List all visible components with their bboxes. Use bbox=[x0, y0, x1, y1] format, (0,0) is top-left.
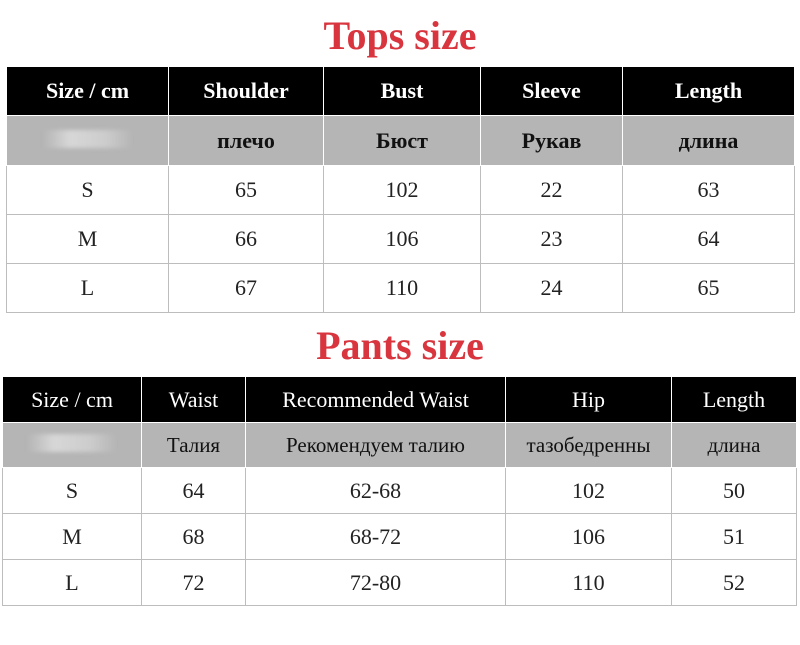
recommended-waist-cell: 62-68 bbox=[246, 468, 506, 514]
table-row bbox=[3, 468, 797, 514]
tops-header-shoulder: Shoulder bbox=[169, 67, 324, 116]
shoulder-cell: 65 bbox=[169, 166, 324, 215]
length-cell: 65 bbox=[623, 264, 795, 313]
tops-header-size: Size / cm bbox=[7, 67, 169, 116]
tops-ru-shoulder: плечо bbox=[169, 116, 324, 166]
hip-cell: 110 bbox=[506, 560, 672, 606]
hip-cell: 102 bbox=[506, 468, 672, 514]
size-cell: S bbox=[7, 166, 169, 215]
pants-header-length: Length bbox=[672, 377, 797, 423]
tops-ru-sleeve: Рукав bbox=[481, 116, 623, 166]
shoulder-cell: 67 bbox=[169, 264, 324, 313]
pants-ru-length: длина bbox=[672, 423, 797, 468]
pants-header-waist: Waist bbox=[142, 377, 246, 423]
waist-cell: 68 bbox=[142, 514, 246, 560]
table-row bbox=[7, 166, 795, 215]
pants-header-row bbox=[3, 377, 797, 423]
tops-header-sleeve: Sleeve bbox=[481, 67, 623, 116]
size-cell: M bbox=[7, 215, 169, 264]
length-cell: 51 bbox=[672, 514, 797, 560]
pants-size-table bbox=[2, 376, 797, 606]
sleeve-cell: 22 bbox=[481, 166, 623, 215]
tops-header-bust: Bust bbox=[324, 67, 481, 116]
pants-header-hip: Hip bbox=[506, 377, 672, 423]
pants-ru-recommended-waist: Рекомендуем талию bbox=[246, 423, 506, 468]
table-row bbox=[3, 560, 797, 606]
recommended-waist-cell: 68-72 bbox=[246, 514, 506, 560]
tops-ru-length: длина bbox=[623, 116, 795, 166]
sleeve-cell: 24 bbox=[481, 264, 623, 313]
waist-cell: 72 bbox=[142, 560, 246, 606]
table-row bbox=[7, 215, 795, 264]
waist-cell: 64 bbox=[142, 468, 246, 514]
length-cell: 64 bbox=[623, 215, 795, 264]
table-row bbox=[7, 264, 795, 313]
hip-cell: 106 bbox=[506, 514, 672, 560]
length-cell: 63 bbox=[623, 166, 795, 215]
tops-russian-header-row bbox=[7, 116, 795, 166]
pants-header-recommended-waist: Recommended Waist bbox=[246, 377, 506, 423]
pants-ru-blurred-cell bbox=[3, 423, 142, 468]
tops-size-title: Tops size bbox=[323, 13, 477, 58]
tops-size-table bbox=[6, 66, 795, 313]
tops-ru-bust: Бюст bbox=[324, 116, 481, 166]
sleeve-cell: 23 bbox=[481, 215, 623, 264]
pants-ru-waist: Талия bbox=[142, 423, 246, 468]
size-cell: S bbox=[3, 468, 142, 514]
bust-cell: 106 bbox=[324, 215, 481, 264]
bust-cell: 110 bbox=[324, 264, 481, 313]
shoulder-cell: 66 bbox=[169, 215, 324, 264]
bust-cell: 102 bbox=[324, 166, 481, 215]
pants-russian-header-row bbox=[3, 423, 797, 468]
length-cell: 52 bbox=[672, 560, 797, 606]
table-row bbox=[3, 514, 797, 560]
tops-header-length: Length bbox=[623, 67, 795, 116]
pants-size-title: Pants size bbox=[316, 323, 484, 368]
tops-header-row bbox=[7, 67, 795, 116]
size-cell: L bbox=[3, 560, 142, 606]
size-cell: M bbox=[3, 514, 142, 560]
size-cell: L bbox=[7, 264, 169, 313]
tops-ru-blurred-cell bbox=[7, 116, 169, 166]
length-cell: 50 bbox=[672, 468, 797, 514]
pants-header-size: Size / cm bbox=[3, 377, 142, 423]
pants-ru-hip: тазобедренны bbox=[506, 423, 672, 468]
blurred-watermark bbox=[27, 434, 117, 452]
blurred-watermark bbox=[43, 130, 133, 148]
recommended-waist-cell: 72-80 bbox=[246, 560, 506, 606]
